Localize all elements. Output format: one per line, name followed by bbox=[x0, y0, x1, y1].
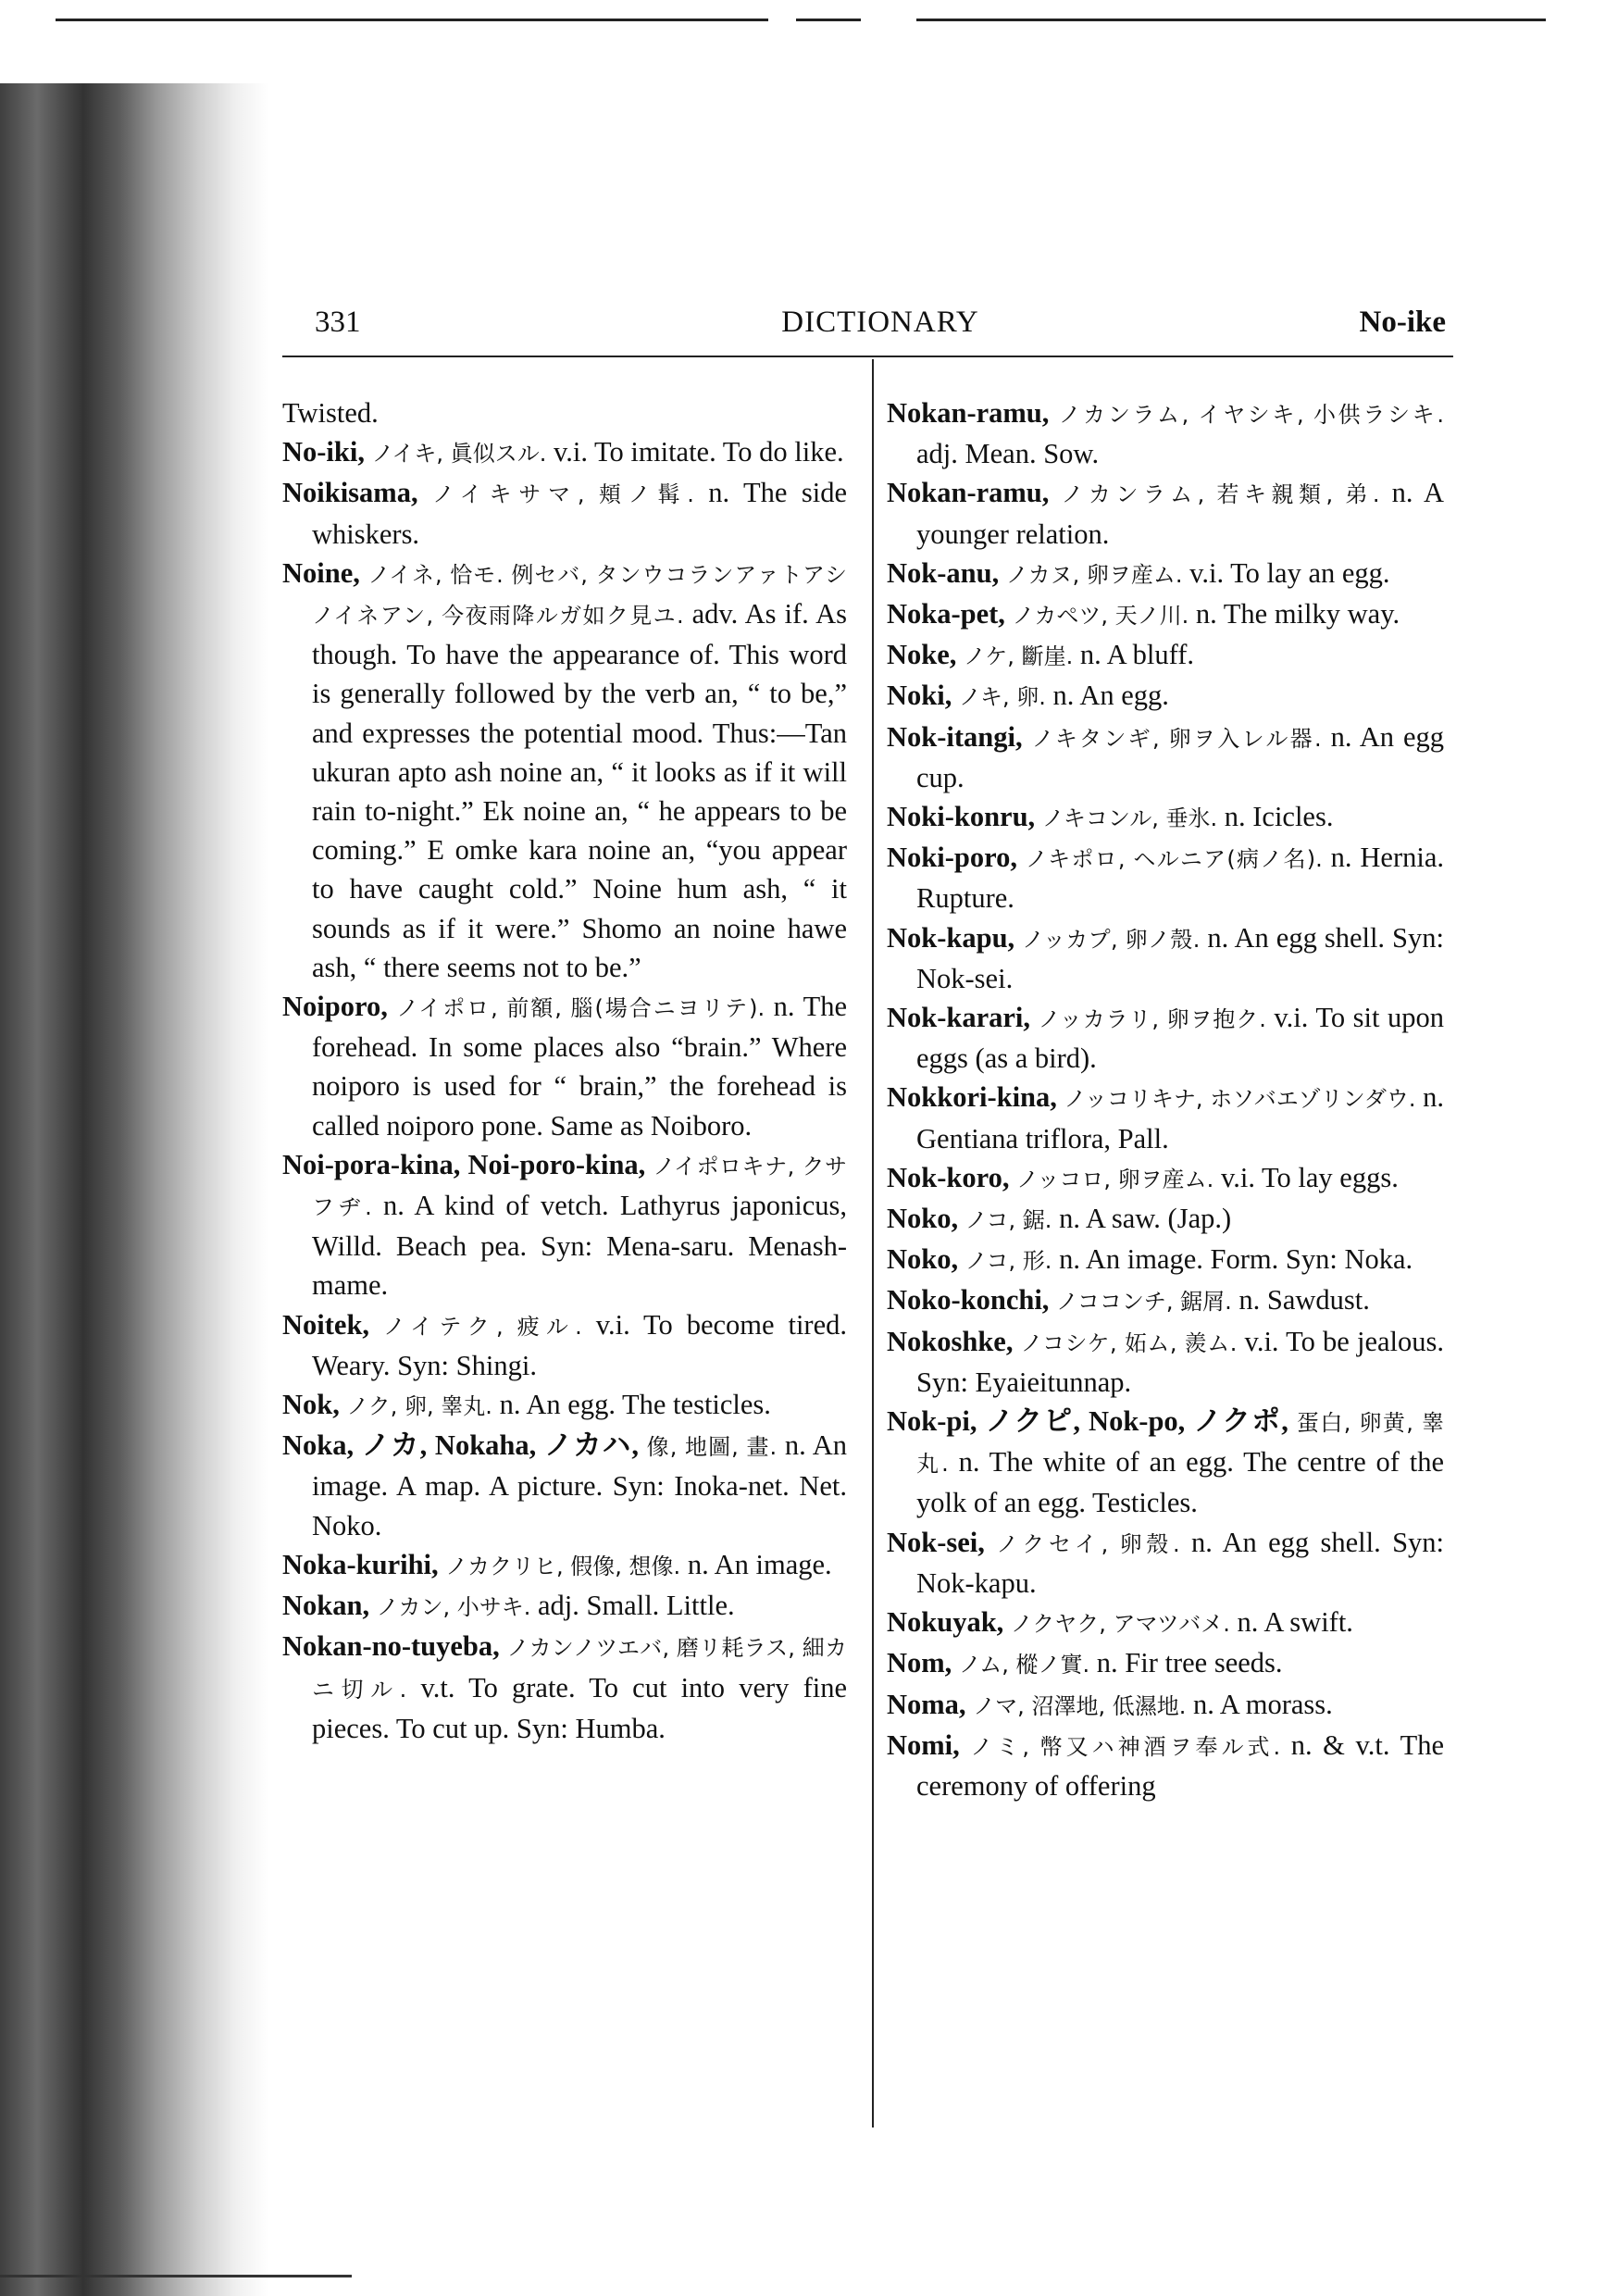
entry-headword: Noko, bbox=[887, 1203, 959, 1235]
entry-headword: Nokan-ramu, bbox=[887, 477, 1050, 509]
entry-headword: Noiporo, bbox=[282, 991, 388, 1023]
entry-definition: v.i. To imitate. To do like. bbox=[546, 436, 844, 468]
entry-japanese-gloss: ノケ, 斷崖. bbox=[964, 643, 1074, 670]
entry-headword: No-iki, bbox=[282, 436, 365, 468]
top-edge-rule-2 bbox=[796, 19, 861, 21]
dictionary-entry bbox=[887, 1603, 1444, 1643]
dictionary-entry bbox=[887, 1240, 1444, 1280]
entry-headword: Noko-konchi, bbox=[887, 1284, 1050, 1316]
dictionary-entry bbox=[887, 998, 1444, 1078]
dictionary-entry bbox=[887, 594, 1444, 635]
column-divider bbox=[872, 359, 874, 2128]
dictionary-entry bbox=[887, 1643, 1444, 1684]
entry-definition: n. A younger relation. bbox=[916, 477, 1445, 550]
entry-text: Twisted. bbox=[282, 397, 379, 429]
entry-headword: Nok-anu, bbox=[887, 556, 1000, 589]
dictionary-entry bbox=[887, 1726, 1444, 1805]
entry-headword: Noi-pora-kina, Noi-poro-kina, bbox=[282, 1148, 646, 1180]
entry-japanese-gloss: ノク, 卵, 睾丸. bbox=[346, 1393, 492, 1420]
dictionary-entry bbox=[887, 1199, 1444, 1240]
entry-headword: Nokkori-kina, bbox=[887, 1081, 1057, 1114]
entry-definition: n. An egg shell. Syn: Nok-kapu. bbox=[916, 1526, 1445, 1599]
entry-definition: n. & v.t. The ceremony of offering bbox=[916, 1728, 1444, 1802]
entry-definition: n. An image. A map. A picture. Syn: Inoka-net. Net. Noko. bbox=[312, 1429, 847, 1541]
entry-headword: Noka-pet, bbox=[887, 598, 1005, 630]
entry-headword: Noine, bbox=[282, 556, 360, 589]
dictionary-entry bbox=[282, 1627, 847, 1748]
top-edge-rule-3 bbox=[916, 19, 1546, 21]
dictionary-entry bbox=[282, 393, 847, 432]
entry-headword: Noma, bbox=[887, 1688, 966, 1720]
entry-headword: Nok-koro, bbox=[887, 1161, 1010, 1193]
entry-japanese-gloss: ノキポロ, ヘルニア(病ノ名). bbox=[1025, 846, 1323, 873]
entry-japanese-gloss: ノッカラリ, 卵ヲ抱ク. bbox=[1038, 1006, 1266, 1033]
page-number: 331 bbox=[315, 306, 361, 339]
dictionary-entry bbox=[282, 1145, 847, 1305]
entry-definition: n. A bluff. bbox=[1073, 639, 1194, 671]
entry-headword: Nokoshke, bbox=[887, 1325, 1014, 1357]
entry-headword: Noke, bbox=[887, 639, 957, 671]
dictionary-entry bbox=[282, 473, 847, 553]
entry-japanese-gloss: ノッカプ, 卵ノ殼. bbox=[1022, 926, 1201, 953]
dictionary-entry bbox=[282, 1385, 847, 1426]
entry-japanese-gloss: ノキ, 卵. bbox=[958, 684, 1046, 711]
entry-japanese-gloss: ノミ, 幣又ハ神酒ヲ奉ル式. bbox=[970, 1733, 1281, 1760]
entry-definition: v.i. To become tired. Weary. Syn: Shingi. bbox=[312, 1308, 847, 1381]
entry-definition: v.i. To sit upon eggs (as a bird). bbox=[916, 1002, 1444, 1075]
dictionary-entry bbox=[887, 1158, 1444, 1199]
dictionary-entry bbox=[887, 676, 1444, 717]
entry-japanese-gloss: ノココンチ, 鋸屑. bbox=[1056, 1289, 1232, 1316]
entry-japanese-gloss: ノコシケ, 妬ム, 羨ム. bbox=[1020, 1329, 1238, 1356]
entry-definition: n. An egg shell. Syn: Nok-sei. bbox=[916, 921, 1444, 994]
entry-headword: Nokan-no-tuyeba, bbox=[282, 1630, 500, 1663]
entry-definition: n. A morass. bbox=[1186, 1688, 1333, 1720]
entry-japanese-gloss: ノカヌ, 卵ヲ産ム. bbox=[1005, 561, 1183, 588]
entry-japanese-gloss: ノクセイ, 卵殼. bbox=[996, 1530, 1180, 1557]
header-rule bbox=[282, 356, 1453, 357]
entry-definition: n. The white of an egg. The centre of the yolk of an egg. Testicles. bbox=[916, 1446, 1444, 1519]
entry-japanese-gloss: ノカンラム, イヤシキ, 小供ラシキ. bbox=[1058, 402, 1444, 428]
dictionary-entry bbox=[282, 554, 847, 987]
entry-japanese-gloss: ノカン, 小サキ. bbox=[376, 1594, 531, 1621]
entry-japanese-gloss: ノカンラム, 若キ親類, 弟. bbox=[1061, 481, 1380, 508]
entry-japanese-gloss: ノクヤク, アマツバメ. bbox=[1010, 1611, 1230, 1638]
entry-headword: Nokan-ramu, bbox=[887, 397, 1050, 429]
dictionary-entry bbox=[887, 918, 1444, 998]
entry-definition: n. A saw. (Jap.) bbox=[1052, 1203, 1232, 1235]
entry-headword: Nok-karari, bbox=[887, 1002, 1031, 1034]
top-edge-rule bbox=[56, 19, 768, 21]
entry-headword: Nomi, bbox=[887, 1728, 960, 1761]
scan-shadow-top bbox=[0, 0, 268, 83]
entry-headword: Noki, bbox=[887, 680, 952, 712]
entry-headword: Noki-konru, bbox=[887, 801, 1036, 833]
page-header bbox=[315, 306, 1446, 343]
entry-headword: Nok-pi, ノクピ, Nok-po, ノクポ, bbox=[887, 1405, 1288, 1438]
entry-headword: Nok-kapu, bbox=[887, 921, 1015, 954]
entry-headword: Nok-sei, bbox=[887, 1526, 985, 1558]
dictionary-entry bbox=[887, 1523, 1444, 1603]
dictionary-entry bbox=[887, 1402, 1444, 1523]
dictionary-entry bbox=[282, 1426, 847, 1545]
dictionary-entry bbox=[887, 1280, 1444, 1321]
dictionary-entry bbox=[887, 1322, 1444, 1402]
entry-headword: Noka-kurihi, bbox=[282, 1548, 439, 1580]
bottom-edge-rule bbox=[0, 2275, 352, 2277]
entry-definition: v.i. To lay eggs. bbox=[1214, 1161, 1399, 1193]
dictionary-entry bbox=[887, 393, 1444, 473]
entry-japanese-gloss: ノイポロ, 前額, 腦(場合ニヨリテ). bbox=[396, 995, 765, 1022]
entry-japanese-gloss: ノコ, 形. bbox=[965, 1248, 1052, 1275]
dictionary-entry bbox=[282, 1545, 847, 1586]
running-title: DICTIONARY bbox=[781, 306, 979, 339]
entry-definition: n. The forehead. In some places also “brain.” Where noiporo is used for “ brain,” the forehead is called noiporo pone. Same as Noiboro. bbox=[312, 991, 847, 1142]
dictionary-entry bbox=[887, 797, 1444, 838]
entry-definition: adj. Small. Little. bbox=[530, 1590, 735, 1622]
entry-definition: n. An egg. bbox=[1045, 680, 1169, 712]
entry-definition: n. Sawdust. bbox=[1231, 1284, 1370, 1316]
entry-definition: n. A kind of vetch. Lathyrus japonicus, Willd. Beach pea. Syn: Mena-saru. Menash-mame. bbox=[312, 1190, 847, 1302]
entry-headword: Noikisama, bbox=[282, 477, 418, 509]
dictionary-entry bbox=[887, 554, 1444, 594]
entry-japanese-gloss: ノマ, 沼澤地, 低濕地. bbox=[973, 1692, 1187, 1719]
entry-headword: Nom, bbox=[887, 1647, 952, 1679]
entry-japanese-gloss: ノカペツ, 天ノ川. bbox=[1012, 603, 1189, 630]
entry-definition: n. An image. Form. Syn: Noka. bbox=[1052, 1243, 1413, 1276]
entry-japanese-gloss: ノッコリキナ, ホソバエゾリンダウ. bbox=[1064, 1086, 1416, 1113]
dictionary-entry bbox=[282, 987, 847, 1145]
entry-japanese-gloss: ノッコロ, 卵ヲ産ム. bbox=[1016, 1166, 1214, 1192]
left-column bbox=[282, 393, 847, 1748]
entry-headword: Noitek, bbox=[282, 1308, 370, 1341]
entry-definition: n. A swift. bbox=[1229, 1606, 1353, 1639]
entry-japanese-gloss: ノキタンギ, 卵ヲ入レル器. bbox=[1031, 725, 1322, 752]
entry-headword: Nok, bbox=[282, 1389, 340, 1421]
entry-definition: v.t. To grate. To cut into very fine pieces. To cut up. Syn: Humba. bbox=[312, 1671, 848, 1744]
entry-japanese-gloss: ノイキサマ, 頬ノ髯. bbox=[432, 481, 694, 508]
entry-definition: n. Gentiana triflora, Pall. bbox=[916, 1081, 1445, 1154]
entry-definition: n. An egg cup. bbox=[916, 720, 1444, 793]
entry-definition: v.i. To lay an egg. bbox=[1182, 556, 1390, 589]
right-column bbox=[887, 393, 1444, 1805]
entry-headword: Nokuyak, bbox=[887, 1606, 1004, 1639]
entry-definition: n. The side whiskers. bbox=[312, 477, 847, 550]
entry-japanese-gloss: ノカクリヒ, 假像, 想像. bbox=[445, 1553, 681, 1579]
entry-headword: Nokan, bbox=[282, 1590, 370, 1622]
entry-definition: v.i. To be jealous. Syn: Eyaieitunnap. bbox=[916, 1325, 1445, 1398]
entry-headword: Nok-itangi, bbox=[887, 720, 1023, 753]
entry-definition: n. An egg. The testicles. bbox=[492, 1389, 771, 1421]
dictionary-entry bbox=[282, 432, 847, 473]
dictionary-entry bbox=[887, 1685, 1444, 1726]
entry-japanese-gloss: ノイポロキナ, クサフヂ. bbox=[312, 1153, 848, 1221]
dictionary-entry bbox=[887, 838, 1444, 917]
entry-japanese-gloss: ノム, 樅ノ實. bbox=[958, 1652, 1090, 1678]
entry-japanese-gloss: ノコ, 鋸. bbox=[965, 1207, 1052, 1234]
entry-definition: adv. As if. As though. To have the appearance of. This word is generally followed by the verb an, “ to be,” and expresses the potential mood. Thus:—Tan ukuran apto ash noine an, “ it looks as if it will rain to-night.” Ek noine an, “ he appears to be coming.” E omke kara noine an, “you appear to have caught cold.” Noine hum ash, “ it sounds as if it were.” Shomo an noine hawe ash, “ there seems not to be.” bbox=[312, 598, 847, 983]
entry-definition: n. Fir tree seeds. bbox=[1089, 1647, 1283, 1679]
entry-headword: Noko, bbox=[887, 1243, 959, 1276]
entry-definition: n. Icicles. bbox=[1217, 801, 1334, 833]
entry-japanese-gloss: ノイネ, 恰モ. 例セバ, タンウコランアァトアシノイネアン, 今夜雨降ルガ如ク見ユ. bbox=[312, 561, 847, 630]
entry-japanese-gloss: 蛋白, 卵黄, 睾丸. bbox=[916, 1410, 1444, 1478]
scan-shadow bbox=[0, 0, 268, 2296]
dictionary-entry bbox=[887, 718, 1444, 797]
entry-japanese-gloss: ノキコンル, 垂氷. bbox=[1041, 805, 1218, 832]
guide-word: No-ike bbox=[1359, 306, 1446, 339]
entry-definition: adj. Mean. Sow. bbox=[916, 438, 1100, 470]
dictionary-entry bbox=[887, 635, 1444, 676]
entry-definition: n. The milky way. bbox=[1189, 598, 1400, 630]
entry-japanese-gloss: 像, 地圖, 畫. bbox=[646, 1434, 778, 1461]
dictionary-entry bbox=[282, 1305, 847, 1385]
entry-japanese-gloss: ノイテク, 疲ル. bbox=[382, 1313, 582, 1340]
entry-japanese-gloss: ノカンノツエバ, 磨リ耗ラス, 細カニ切ル. bbox=[312, 1635, 848, 1703]
entry-headword: Noki-poro, bbox=[887, 842, 1017, 874]
entry-definition: n. Hernia. Rupture. bbox=[916, 842, 1445, 915]
dictionary-entry bbox=[282, 1586, 847, 1627]
dictionary-entry bbox=[887, 473, 1444, 553]
entry-headword: Noka, ノカ, Nokaha, ノカハ, bbox=[282, 1429, 639, 1462]
dictionary-entry bbox=[887, 1078, 1444, 1157]
entry-definition: n. An image. bbox=[680, 1548, 832, 1580]
entry-japanese-gloss: ノイキ, 眞似スル. bbox=[371, 441, 547, 468]
